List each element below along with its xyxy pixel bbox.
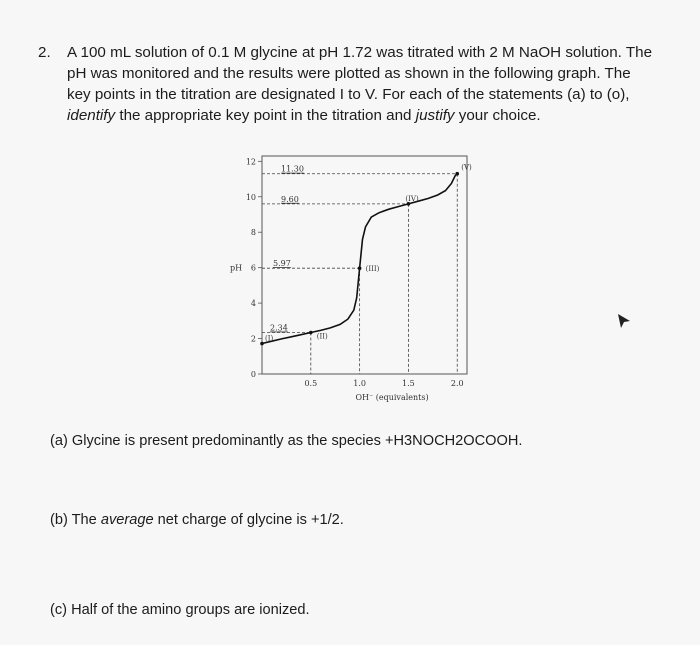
key-point-3 [358, 266, 362, 270]
y-tick-label: 6 [250, 263, 256, 273]
value-annotation-1: 11.30 [281, 164, 304, 174]
question-line: key points in the titration are designated I to V. For each of the statements (a) to (o), [67, 86, 630, 103]
emphasis-identify: identify [67, 107, 116, 124]
question-2 [38, 42, 678, 126]
titration-chart [205, 142, 490, 417]
question-line: identify the appropriate key point in the titration and justify your choice. [67, 107, 541, 124]
x-axis-label: OH⁻ (equivalents) [355, 393, 429, 402]
y-tick-label: 12 [245, 157, 256, 167]
statement-b: (b) The average net charge of glycine is +1/2. [50, 512, 344, 528]
key-point-label-3: (III) [365, 265, 380, 274]
question-line: A 100 mL solution of 0.1 M glycine at pH 1.72 was titrated with 2 M NaOH solution. The [67, 44, 653, 61]
emphasis-justify: justify [415, 107, 455, 124]
plot-frame [262, 156, 467, 374]
value-annotation-3: 5.97 [273, 259, 291, 269]
key-point-2 [309, 331, 313, 335]
key-point-label-5: (V) [461, 163, 472, 172]
key-point-1 [260, 342, 264, 346]
key-point-label-2: (II) [316, 332, 328, 341]
x-tick-label: 0.5 [304, 379, 318, 388]
key-point-label-1: (I) [265, 334, 274, 343]
emphasis-average: average [100, 512, 154, 528]
question-line: pH was monitored and the results were plotted as shown in the following graph. The [67, 65, 631, 82]
y-tick-label: 4 [250, 299, 256, 309]
key-point-label-4: (IV) [405, 194, 419, 203]
y-tick-label: 10 [245, 192, 256, 202]
mouse-cursor-icon [617, 313, 631, 329]
y-axis-label: pH [230, 263, 243, 273]
question-text [67, 42, 678, 126]
statement-a: (a) Glycine is present predominantly as the species +H3NOCH2OCOOH. [50, 433, 523, 449]
key-point-5 [455, 172, 459, 176]
y-tick-label: 2 [250, 334, 256, 344]
statement-c: (c) Half of the amino groups are ionized. [50, 602, 310, 618]
x-tick-label: 1.0 [353, 379, 366, 388]
value-annotation-4: 2.34 [270, 323, 288, 333]
x-tick-label: 2.0 [450, 379, 464, 388]
y-tick-label: 8 [250, 228, 256, 238]
value-annotation-2: 9.60 [281, 194, 299, 204]
y-tick-label: 0 [250, 370, 256, 379]
x-tick-label: 1.5 [402, 379, 415, 388]
question-number: 2. [38, 44, 51, 61]
